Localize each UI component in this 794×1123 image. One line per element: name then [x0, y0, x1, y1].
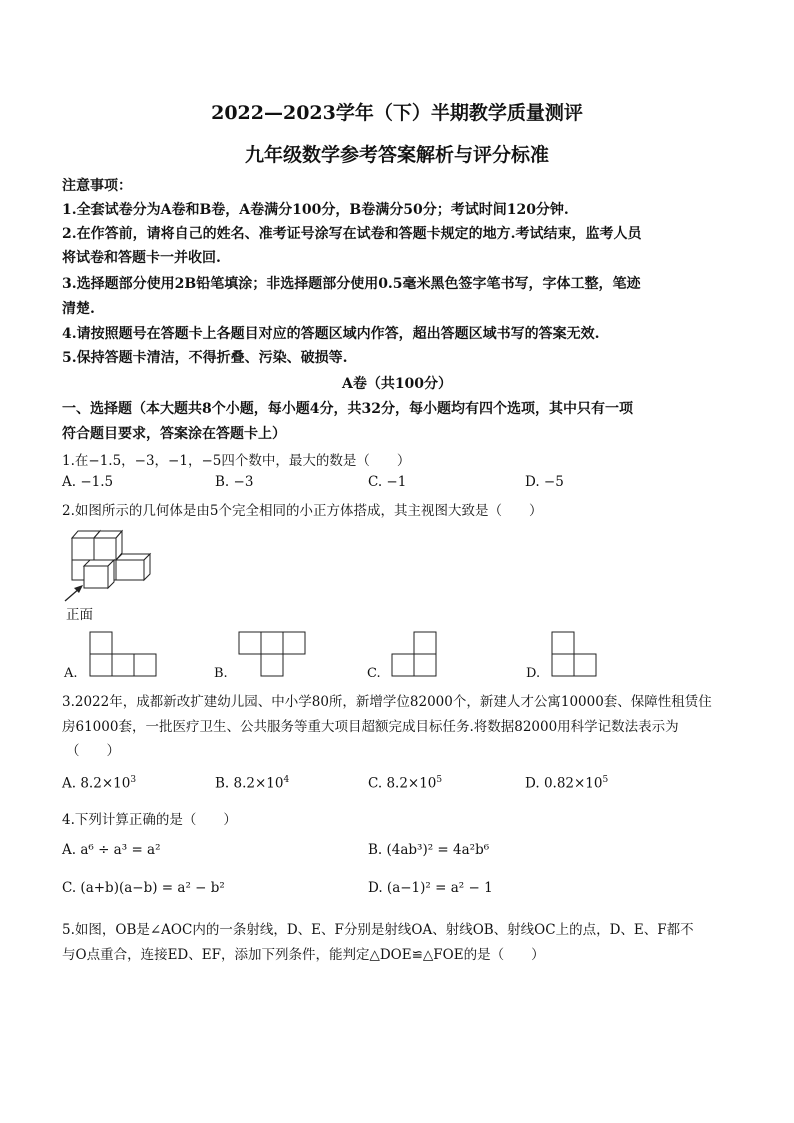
notice-item-2-cont: 将试卷和答题卡一并收回. — [62, 250, 221, 266]
q3-option-a-base: 8.2×10 — [80, 775, 131, 792]
q3-option-b-base: 8.2×10 — [233, 775, 284, 792]
notice-item-3: 3.选择题部分使用2B铅笔填涂；非选择题部分使用0.5毫米黑色签字笔书写，字体工整，笔迹 — [62, 276, 641, 292]
notice-item-5: 5.保持答题卡清洁，不得折叠、污染、破损等. — [62, 350, 348, 366]
q2-option-b-letter: B. — [214, 666, 228, 681]
title-line-1: 2022—2023学年（下）半期教学质量测评 — [211, 102, 583, 124]
q4-option-d: D. (a−1)² = a² − 1 — [368, 880, 493, 896]
q5-stem-line2: 与O点重合，连接ED、EF，添加下列条件，能判定△DOE≌△FOE的是（ ） — [62, 947, 545, 963]
q1-option-a: A. −1.5 — [62, 474, 114, 490]
q3-stem-line1: 3.2022年，成都新改扩建幼儿园、中小学80所，新增学位82000个，新建人才公寓10000套、保障性租赁住 — [62, 694, 712, 710]
q3-option-d-letter: D. — [525, 775, 544, 792]
q3-option-c — [368, 775, 442, 792]
q1-option-c: C. −1 — [368, 474, 407, 490]
q3-stem-line3: （ ） — [66, 743, 120, 759]
q4-option-b: B. (4ab³)² = 4a²b⁶ — [368, 842, 490, 858]
q2-front-label: 正面 — [66, 607, 93, 623]
q4-option-a: A. a⁶ ÷ a³ = a² — [62, 842, 161, 858]
q2-option-a-figure — [89, 631, 157, 677]
q3-option-a-exp: 3 — [130, 775, 137, 785]
q4-stem: 4.下列计算正确的是（ ） — [62, 812, 237, 828]
q1-option-b: B. −3 — [215, 474, 254, 490]
q2-stem: 2.如图所示的几何体是由5个完全相同的小正方体搭成，其主视图大致是（ ） — [62, 503, 543, 519]
title-line-2: 九年级数学参考答案解析与评分标准 — [244, 144, 549, 166]
q3-option-d — [525, 775, 608, 792]
q3-option-d-base: 0.82×10 — [543, 775, 603, 792]
q3-option-c-base: 8.2×10 — [386, 775, 437, 792]
q1-stem: 1.在−1.5，−3，−1，−5四个数中，最大的数是（ ） — [62, 453, 411, 469]
q2-option-c-figure — [391, 631, 437, 677]
q2-option-a-letter: A. — [64, 666, 78, 681]
q1-option-d: D. −5 — [525, 474, 564, 490]
q3-option-b-exp: 4 — [283, 775, 290, 785]
q3-option-c-exp: 5 — [436, 775, 443, 785]
q2-option-b-figure — [238, 631, 306, 677]
notice-item-2: 2.在作答前，请将自己的姓名、准考证号涂写在试卷和答题卡规定的地方.考试结束，监考人员 — [62, 226, 642, 242]
q3-stem-line2: 房61000套，一批医疗卫生、公共服务等重大项目超额完成目标任务.将数据82000用科学记数法表示为 — [62, 719, 679, 735]
notice-item-3-cont: 清楚. — [62, 301, 95, 317]
part1-heading-line1: 一、选择题（本大题共8个小题，每小题4分，共32分，每小题均有四个选项，其中只有一项 — [62, 401, 633, 417]
q2-option-d-letter: D. — [526, 666, 541, 681]
q3-option-a — [62, 775, 136, 792]
q3-option-b — [215, 775, 289, 792]
q4-option-c: C. (a+b)(a−b) = a² − b² — [62, 880, 225, 896]
q3-option-d-exp: 5 — [602, 775, 609, 785]
q3-option-b-letter: B. — [215, 775, 234, 792]
notice-heading: 注意事项： — [62, 178, 132, 194]
q5-stem-line1: 5.如图，OB是∠AOC内的一条射线，D、E、F分别是射线OA、射线OB、射线OC上的点，D、E、F都不 — [62, 922, 694, 938]
notice-item-4: 4.请按照题号在答题卡上各题目对应的答题区域内作答，超出答题区域书写的答案无效. — [62, 326, 600, 342]
q3-option-c-letter: C. — [368, 775, 387, 792]
notice-item-1: 1.全套试卷分为A卷和B卷，A卷满分100分，B卷满分50分；考试时间120分钟. — [62, 202, 569, 218]
q2-option-d-figure — [551, 631, 597, 677]
q2-option-c-letter: C. — [367, 666, 381, 681]
q3-option-a-letter: A. — [62, 775, 81, 792]
front-arrow-icon — [62, 582, 92, 604]
section-a-heading: A卷（共100分） — [341, 376, 453, 392]
part1-heading-line2: 符合题目要求，答案涂在答题卡上） — [62, 426, 286, 442]
